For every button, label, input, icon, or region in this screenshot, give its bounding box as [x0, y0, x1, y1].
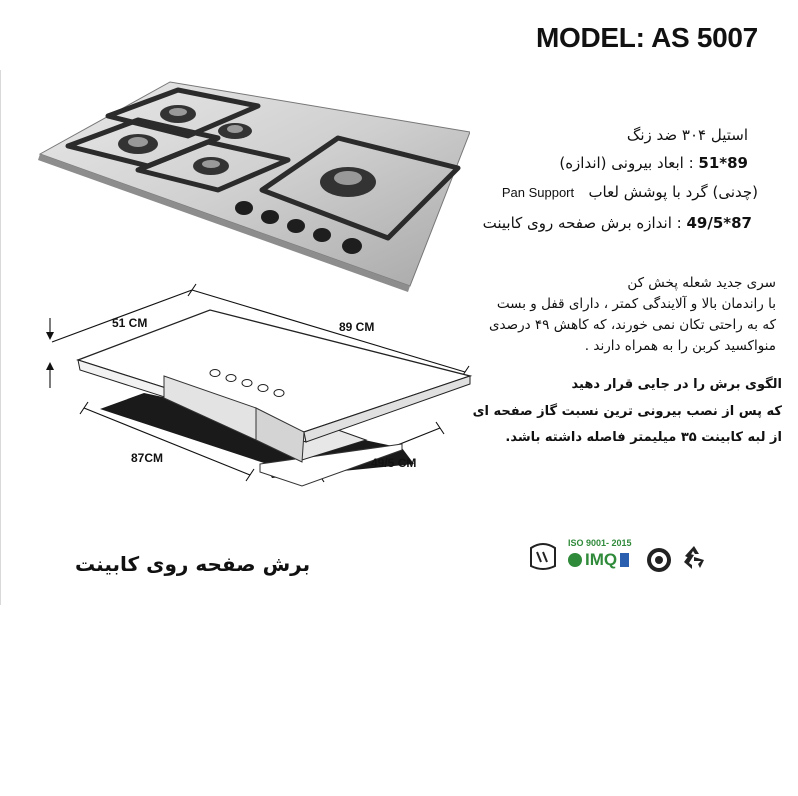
description-line: سری جدید شعله پخش کن	[627, 275, 776, 291]
width-label: 89 CM	[339, 320, 375, 334]
instruction-line: از لبه کابینت ۳۵ میلیمتر فاصله داشته باشد.	[505, 430, 782, 445]
spec-cutout-label: : اندازه برش صفحه روی کابینت	[482, 214, 687, 232]
hob-image	[38, 78, 470, 294]
spec-outer-dims	[559, 154, 748, 172]
spec-outer-dims-label: : ابعاد بیرونی (اندازه)	[559, 154, 699, 172]
description-line: که به راحتی تکان نمی خورند، که کاهش ۴۹ درصدی	[488, 317, 776, 333]
description-line: با راندمان بالا و آلایندگی کمتر ، دارای قفل و بست	[496, 296, 776, 312]
spec-pan-support	[502, 183, 758, 201]
certification-seal-icon	[646, 542, 672, 578]
instruction-line: که پس از نصب بیرونی ترین نسبت گاز صفحه ای	[472, 403, 782, 419]
spec-material: استیل ۳۰۴ ضد زنگ	[626, 126, 748, 144]
model-title: MODEL: AS 5007	[536, 22, 758, 53]
iso-label: ISO 9001- 2015	[568, 538, 632, 548]
iso-imq-logo	[568, 538, 632, 570]
spec-cutout-value: 87*49/5	[686, 214, 752, 232]
imq-flag-icon	[620, 553, 629, 567]
left-divider	[0, 70, 1, 605]
install-icon	[527, 538, 559, 574]
imq-badge-icon	[568, 553, 582, 567]
cut-depth-label: 49/5 CM	[371, 456, 417, 470]
spec-pan-support-label: Pan Support	[501, 185, 575, 200]
instruction-line: الگوی برش را در جایی قرار دهید	[571, 377, 782, 392]
spec-cutout	[483, 214, 752, 232]
recycle-icon	[680, 540, 708, 576]
cutout-title: برش صفحه روی کابینت	[75, 552, 311, 576]
spec-pan-support-desc: (چدنی) گرد با پوشش لعاب	[588, 183, 758, 201]
instruction-block	[462, 372, 782, 452]
description-block	[456, 273, 776, 357]
depth-label: 51 CM	[112, 316, 148, 330]
imq-label: IMQ	[585, 550, 618, 569]
description-line: منواکسید کربن را به همراه دارند .	[584, 338, 776, 354]
spec-outer-dims-value: 89*51	[698, 154, 748, 172]
cut-width-label: 87CM	[131, 451, 164, 465]
